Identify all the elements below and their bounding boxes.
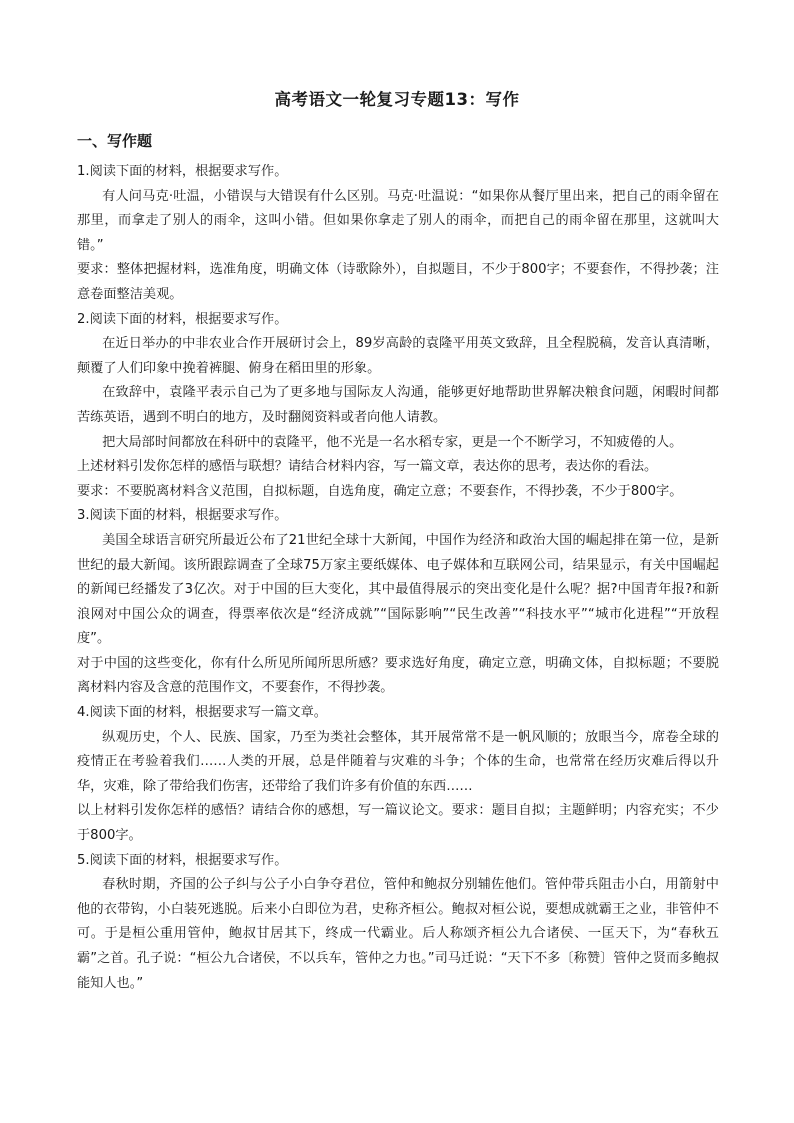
question-2-prompt: 上述材料引发你怎样的感悟与联想？请结合材料内容，写一篇文章，表达你的思考，表达你的看法。	[77, 459, 658, 475]
question-4-heading: 4.阅读下面的材料，根据要求写一篇文章。	[77, 705, 327, 721]
question-2-material-2: 在致辞中，袁隆平表示自己为了更多地与国际友人沟通，能够更好地帮助世界解决粮食问题，闲暇时间都苦练英语，遇到不明白的地方，及时翻阅资料或者向他人请教。	[77, 385, 719, 425]
question-3-requirement: 对于中国的这些变化，你有什么所见所闻所思所感？要求选好角度，确定立意，明确文体，自拟标题；不要脱离材料内容及含意的范围作文，不要套作，不得抄袭。	[77, 655, 719, 696]
question-3-material: 美国全球语言研究所最近公布了21世纪全球十大新闻，中国作为经济和政治大国的崛起排在第一位，是新世纪的最大新闻。该所跟踪调查了全球75万家主要纸媒体、电子媒体和互联网公司，结果显示，有关中国崛起的新闻已经播发了3亿次。对于中国的巨大变化，其中最值得展示的突出变化是什么呢？据?中国青年报?和新浪网对中国公众的调查，得票率依次是“经济成就”“国际影响”“民生改善”“科技水平”“城市化进程”“开放程度”。	[77, 532, 719, 647]
question-2-material-3: 把大局部时间都放在科研中的袁隆平，他不光是一名水稻专家，更是一个不断学习，不知疲倦的人。	[102, 434, 683, 450]
question-2-requirement: 要求：不要脱离材料含义范围，自拟标题，自选角度，确定立意；不要套作，不得抄袭，不少于800字。	[77, 483, 683, 499]
question-2-material-1: 在近日举办的中非农业合作开展研讨会上，89岁高龄的袁隆平用英文致辞，且全程脱稿，发音认真清晰，颠覆了人们印象中挽着裤腿、俯身在稻田里的形象。	[77, 336, 719, 376]
question-2-heading: 2.阅读下面的材料，根据要求写作。	[77, 311, 288, 327]
question-4-material: 纵观历史，个人、民族、国家，乃至为类社会整体，其开展常常不是一帆风顺的；放眼当今，席卷全球的疫情正在考验着我们……人类的开展，总是伴随着与灾难的斗争；个体的生命，也常常在经历灾难后得以升华，灾难，除了带给我们伤害，还带给了我们许多有价值的东西……	[77, 729, 719, 794]
section-heading: 一、写作题	[77, 132, 153, 150]
question-5-material: 春秋时期，齐国的公子纠与公子小白争夺君位，管仲和鲍叔分别辅佐他们。管仲带兵阻击小白，用箭射中他的衣带钩，小白装死逃脱。后来小白即位为君，史称齐桓公。鲍叔对桓公说，要想成就霸王之业，非管仲不可。于是桓公重用管仲，鲍叔甘居其下，终成一代霸业。后人称颂齐桓公九合诸侯、一匡天下，为“春秋五霸”之首。孔子说：“桓公九合诸侯，不以兵车，管仲之力也。”司马迁说：“天下不多〔称赞〕管仲之贤而多鲍叔能知人也。”	[77, 877, 719, 991]
question-1-material: 有人问马克·吐温，小错误与大错误有什么区别。马克·吐温说：“如果你从餐厅里出来，把自己的雨伞留在那里，而拿走了别人的雨伞，这叫小错。但如果你拿走了别人的雨伞，而把自己的雨伞留在那里，这就叫大错。”	[77, 188, 719, 253]
page-title: 高考语文一轮复习专题13：写作	[274, 90, 520, 109]
document-body	[77, 160, 719, 996]
question-4-requirement: 以上材料引发你怎样的感悟？请结合你的感想，写一篇议论文。要求：题目自拟；主题鲜明；内容充实；不少于800字。	[77, 803, 719, 844]
question-1-requirement: 要求：整体把握材料，选准角度，明确文体（诗歌除外），自拟题目，不少于800字；不要套作，不得抄袭；注意卷面整洁美观。	[77, 262, 719, 302]
question-1-heading: 1.阅读下面的材料，根据要求写作。	[77, 164, 288, 179]
question-3-heading: 3.阅读下面的材料，根据要求写作。	[77, 508, 288, 524]
question-5-heading: 5.阅读下面的材料，根据要求写作。	[77, 852, 288, 868]
